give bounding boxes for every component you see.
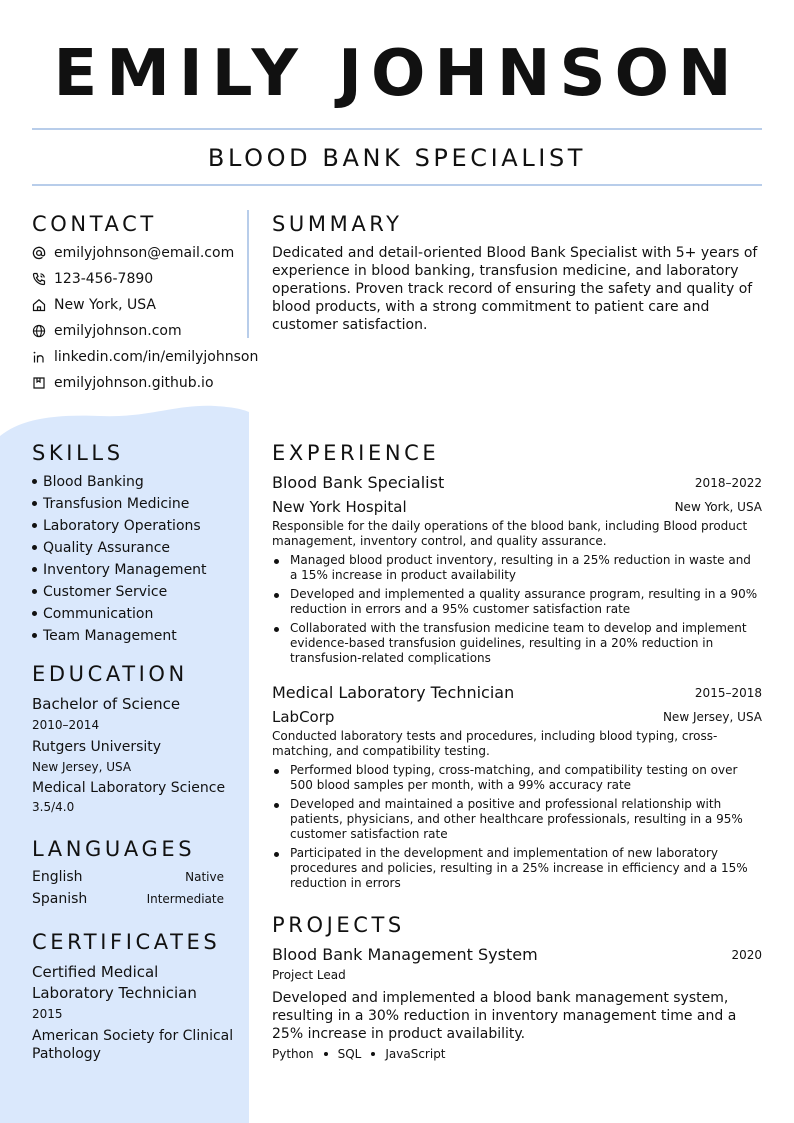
education-field: Medical Laboratory Science — [32, 780, 226, 796]
education-years: 2010–2014 — [32, 718, 100, 732]
language-name: Spanish — [32, 891, 88, 907]
bullet-dot — [32, 501, 37, 506]
job-dates: 2015–2018 — [694, 686, 762, 700]
job-bullet: Performed blood typing, cross-matching, and compatibility testing on over 500 blood samples per month, with a 99% accuracy rate — [272, 763, 762, 793]
education-school: Rutgers University — [32, 739, 162, 755]
job-dates: 2018–2022 — [694, 476, 762, 490]
certificates-heading: CERTIFICATES — [32, 930, 221, 954]
skill-item: Communication — [32, 605, 153, 623]
contact-location: New York, USA — [32, 293, 156, 317]
tech-item: Python — [272, 1047, 314, 1061]
job-title: Medical Laboratory Technician — [272, 683, 515, 702]
language-row — [32, 869, 224, 885]
tech-item: SQL — [337, 1047, 362, 1061]
contact-website[interactable]: emilyjohnson.com — [32, 319, 182, 343]
education-location: New Jersey, USA — [32, 760, 132, 774]
skill-item: Laboratory Operations — [32, 517, 201, 535]
bullet-dot — [32, 589, 37, 594]
job-location: New Jersey, USA — [662, 710, 762, 724]
bullet-dot — [32, 633, 37, 638]
phone-icon — [32, 272, 46, 286]
at-icon — [32, 246, 46, 260]
column-divider — [247, 210, 249, 338]
skill-item: Transfusion Medicine — [32, 495, 189, 513]
job-company: New York Hospital — [272, 498, 407, 516]
summary-text: Dedicated and detail-oriented Blood Bank Specialist with 5+ years of experience in blood banking, transfusion medicine, and laboratory operations. Proven track record of ensuring the safety and quality of blood products, with a strong commitment to patient care and customer satisfaction. — [272, 245, 758, 333]
candidate-name: EMILY JOHNSON — [53, 37, 741, 111]
skill-item: Blood Banking — [32, 473, 144, 491]
education-gpa: 3.5/4.0 — [32, 800, 75, 814]
project-year: 2020 — [731, 948, 762, 962]
project-description: Developed and implemented a blood bank management system, resulting in a 30% reduction in inventory management time and a 25% increase in product availability. — [272, 990, 737, 1042]
contact-email[interactable]: emilyjohnson@email.com — [32, 241, 234, 265]
linkedin-icon — [32, 350, 46, 364]
job-location: New York, USA — [674, 500, 762, 514]
contact-heading: CONTACT — [32, 212, 157, 236]
skill-item: Team Management — [32, 627, 177, 645]
contact-linkedin[interactable]: linkedin.com/in/emilyjohnson — [32, 345, 258, 369]
language-level: Intermediate — [146, 892, 224, 906]
bullet-dot — [32, 567, 37, 572]
project-name: Blood Bank Management System — [272, 945, 538, 964]
certificate-name-cont: Laboratory Technician — [32, 984, 197, 1002]
projects-heading: PROJECTS — [272, 913, 405, 937]
education-degree: Bachelor of Science — [32, 695, 181, 713]
separator-dot — [324, 1052, 328, 1056]
separator-dot — [371, 1052, 375, 1056]
skills-heading: SKILLS — [32, 441, 124, 465]
languages-heading: LANGUAGES — [32, 837, 196, 861]
bullet-dot — [32, 545, 37, 550]
tech-item: JavaScript — [385, 1047, 446, 1061]
home-icon — [32, 298, 46, 312]
job-description: Conducted laboratory tests and procedures, including blood typing, cross-matching, and compatibility testing. — [272, 729, 718, 758]
language-name: English — [32, 869, 83, 885]
job-title: Blood Bank Specialist — [272, 473, 445, 492]
job-bullet: Developed and maintained a positive and professional relationship with patients, physicians, and other healthcare professionals, resulting in a 95% customer satisfaction rate — [272, 797, 762, 842]
language-row — [32, 891, 224, 907]
summary-heading: SUMMARY — [272, 212, 403, 236]
certificate-name: Certified Medical — [32, 963, 159, 981]
skill-item: Quality Assurance — [32, 539, 170, 557]
certificate-name-cont: Pathology — [32, 1046, 101, 1062]
header-top-rule — [32, 128, 762, 130]
certificate-name: American Society for Clinical — [32, 1028, 234, 1044]
job-bullet: Managed blood product inventory, resulting in a 25% reduction in waste and a 15% increase in product availability — [272, 553, 762, 583]
contact-github[interactable]: emilyjohnson.github.io — [32, 371, 214, 395]
certificate-year: 2015 — [32, 1007, 63, 1021]
job-bullet: Developed and implemented a quality assurance program, resulting in a 90% reduction in errors and a 95% customer satisfaction rate — [272, 587, 762, 617]
bullet-dot — [32, 523, 37, 528]
education-heading: EDUCATION — [32, 662, 188, 686]
job-company: LabCorp — [272, 708, 335, 726]
job-title: BLOOD BANK SPECIALIST — [207, 144, 587, 172]
project-role: Project Lead — [272, 968, 346, 982]
github-icon — [32, 376, 46, 390]
project-tech-stack — [272, 1046, 446, 1062]
job-bullet: Participated in the development and implementation of new laboratory procedures and policies, resulting in a 25% increase in efficiency and a 15% reduction in errors — [272, 846, 762, 891]
job-description: Responsible for the daily operations of the blood bank, including Blood product management, inventory control, and quality assurance. — [272, 519, 748, 548]
skill-item: Customer Service — [32, 583, 167, 601]
header-bottom-rule — [32, 184, 762, 186]
globe-icon — [32, 324, 46, 338]
contact-phone[interactable]: 123-456-7890 — [32, 267, 153, 291]
job-bullet: Collaborated with the transfusion medicine team to develop and implement evidence-based transfusion guidelines, resulting in a 20% reduction in transfusion-related complications — [272, 621, 762, 666]
language-level: Native — [185, 870, 224, 884]
bullet-dot — [32, 479, 37, 484]
skill-item: Inventory Management — [32, 561, 207, 579]
bullet-dot — [32, 611, 37, 616]
experience-heading: EXPERIENCE — [272, 441, 440, 465]
